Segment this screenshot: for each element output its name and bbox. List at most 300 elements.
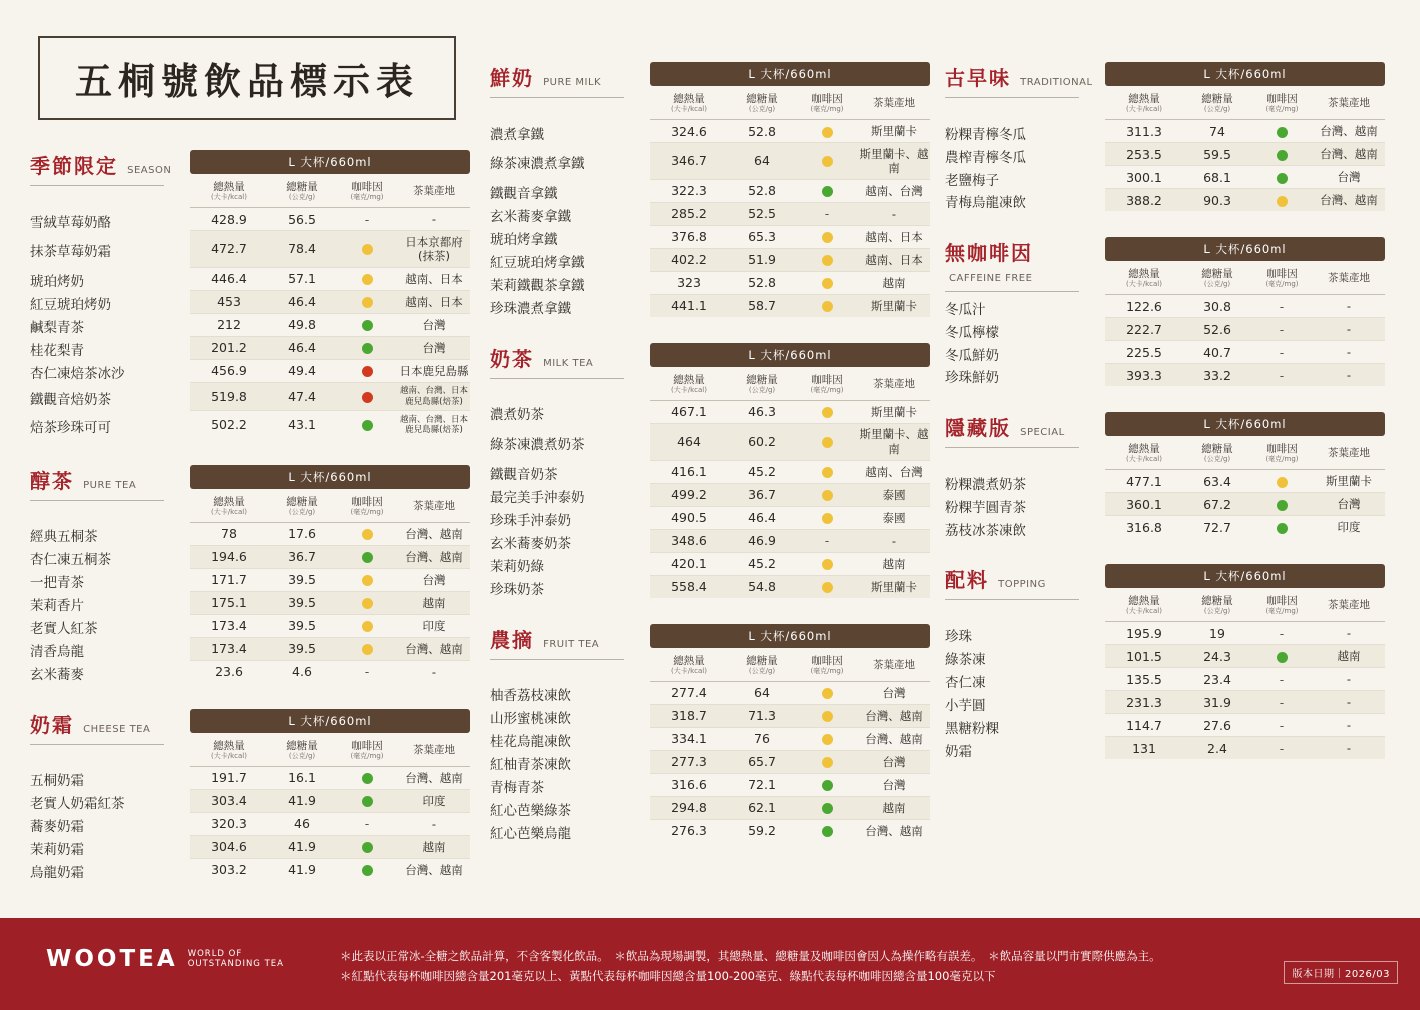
- table-row: [190, 208, 470, 231]
- cell-sugar: 30.8: [1183, 295, 1251, 318]
- caffeine-dot-yellow: [822, 467, 833, 478]
- table-row: [650, 575, 930, 598]
- cell-sugar: 41.9: [268, 835, 336, 858]
- cell-calories: 303.2: [211, 862, 247, 878]
- list-item: 茉莉奶綠: [490, 559, 544, 576]
- table-row: [190, 267, 470, 290]
- cell-caffeine: [1251, 295, 1313, 318]
- cell-calories: 285.2: [650, 202, 728, 225]
- caffeine-dot-green: [822, 780, 833, 791]
- caffeine-dot-green: [362, 552, 373, 563]
- cell-origin: 斯里蘭卡、越南: [858, 143, 930, 180]
- caffeine-dot-yellow: [822, 301, 833, 312]
- list-item: 珍珠奶茶: [490, 581, 544, 598]
- cell-origin: 台灣、越南: [858, 704, 930, 727]
- caffeine-dot-yellow: [822, 437, 833, 448]
- cell-caffeine: [1251, 470, 1313, 493]
- size-label: L 大杯/660ml: [190, 709, 470, 733]
- cell-calories: 253.5: [1105, 143, 1183, 166]
- cell-calories: 300.1: [1105, 166, 1183, 189]
- caffeine-dot-yellow: [822, 582, 833, 593]
- col-header-caffeine: 咖啡因 (毫克/mg): [1251, 436, 1313, 470]
- cell-sugar: 68.1: [1183, 166, 1251, 189]
- list-item: 粉粿芋圓青茶: [945, 499, 1026, 516]
- cell-caffeine: [336, 313, 398, 336]
- list-item: 山形蜜桃凍飲: [490, 711, 571, 728]
- cell-sugar: 46.4: [268, 336, 336, 359]
- cell-sugar: 46.4: [268, 290, 336, 313]
- col-header-origin: 茶葉產地: [858, 367, 930, 401]
- column-right: [945, 62, 1390, 785]
- cell-sugar: 52.6: [1183, 318, 1251, 341]
- table-row: [190, 789, 470, 812]
- cell-origin: 台灣: [398, 313, 470, 336]
- item-name-list: [945, 564, 1095, 759]
- cell-calories: 499.2: [650, 483, 728, 506]
- cell-caffeine: [1251, 143, 1313, 166]
- cell-sugar: 31.9: [1183, 691, 1251, 714]
- cell-sugar: 45.2: [728, 460, 796, 483]
- table-row: [1105, 143, 1385, 166]
- section-cheese-tea: [30, 709, 470, 881]
- caffeine-dot-green: [822, 803, 833, 814]
- table-row: [190, 313, 470, 336]
- section-subtitle: SEASON: [127, 165, 172, 176]
- cell-origin: 越南、日本: [858, 225, 930, 248]
- cell-origin: 泰國: [858, 483, 930, 506]
- cell-sugar: 16.1: [268, 766, 336, 789]
- caffeine-value: -: [1279, 694, 1285, 710]
- cell-origin: 台灣、越南: [398, 637, 470, 660]
- cell-caffeine: [336, 637, 398, 660]
- cell-origin: -: [1346, 368, 1352, 383]
- table-row: [650, 483, 930, 506]
- col-header-sugar: 總糖量 (公克/g): [268, 174, 336, 208]
- caffeine-dot-yellow: [822, 711, 833, 722]
- caffeine-dot-yellow: [822, 232, 833, 243]
- section-title: 季節限定: [30, 154, 118, 178]
- table-row: [1105, 714, 1385, 737]
- cell-calories: 303.4: [190, 789, 268, 812]
- table-row: [650, 460, 930, 483]
- cell-caffeine: [336, 336, 398, 359]
- cell-caffeine: [336, 359, 398, 382]
- list-item: 紅心芭樂烏龍: [490, 826, 571, 843]
- table-row: [650, 143, 930, 180]
- cell-calories: 277.3: [650, 750, 728, 773]
- table-row: [1105, 295, 1385, 318]
- cell-sugar: 51.9: [728, 248, 796, 271]
- list-item: 冬瓜鮮奶: [945, 347, 999, 364]
- list-item: 茉莉香片: [30, 598, 84, 615]
- cell-sugar: 41.9: [268, 789, 336, 812]
- cell-sugar: 60.2: [728, 423, 796, 460]
- cell-sugar: 65.7: [728, 750, 796, 773]
- cell-origin: 台灣: [398, 336, 470, 359]
- table-row: [190, 568, 470, 591]
- cell-caffeine: [1251, 166, 1313, 189]
- nutrition-table: [650, 62, 930, 317]
- list-item: 青梅青茶: [490, 780, 544, 797]
- cell-origin: -: [431, 664, 437, 679]
- col-header-calories: 總熱量 (大卡/kcal): [1105, 436, 1183, 470]
- list-item: 杏仁凍: [945, 674, 986, 691]
- caffeine-dot-yellow: [822, 734, 833, 745]
- caffeine-dot-yellow: [362, 644, 373, 655]
- section-season: [30, 150, 470, 439]
- list-item: 紅豆琥珀烤拿鐵: [490, 255, 585, 272]
- cell-origin: 台灣: [858, 773, 930, 796]
- cell-caffeine: [796, 120, 858, 143]
- nutrition-table: [190, 150, 470, 439]
- list-item: 粉粿濃煮奶茶: [945, 476, 1026, 493]
- cell-sugar: 39.5: [268, 637, 336, 660]
- table-row: [190, 545, 470, 568]
- cell-caffeine: [1251, 668, 1313, 691]
- cell-caffeine: [336, 812, 398, 835]
- cell-sugar: 52.8: [728, 271, 796, 294]
- cell-origin: 越南、日本: [398, 290, 470, 313]
- list-item: 抹茶草莓奶霜: [30, 244, 111, 261]
- table-row: [1105, 645, 1385, 668]
- table-row: [650, 681, 930, 704]
- caffeine-dot-yellow: [822, 407, 833, 418]
- poster-title-box: [38, 36, 456, 120]
- nutrition-table: [1105, 237, 1385, 386]
- list-item: 紅心芭樂綠茶: [490, 803, 571, 820]
- section-title: 配料: [945, 568, 989, 593]
- caffeine-value: -: [824, 533, 830, 549]
- cell-caffeine: [1251, 120, 1313, 143]
- cell-calories: 420.1: [650, 552, 728, 575]
- cell-sugar: 23.4: [1183, 668, 1251, 691]
- cell-calories: 316.6: [650, 773, 728, 796]
- cell-calories: 348.6: [650, 529, 728, 552]
- item-name-list: [945, 412, 1095, 538]
- caffeine-dot-yellow: [822, 156, 833, 167]
- cell-sugar: 2.4: [1207, 740, 1227, 756]
- col-header-caffeine: 咖啡因 (毫克/mg): [796, 367, 858, 401]
- cell-caffeine: [336, 231, 398, 268]
- section-title: 鮮奶: [490, 66, 534, 90]
- caffeine-dot-yellow: [362, 575, 373, 586]
- list-item: 珍珠: [945, 628, 972, 645]
- cell-caffeine: [336, 766, 398, 789]
- list-item: 琥珀烤奶: [30, 274, 84, 291]
- table-row: [650, 796, 930, 819]
- table-row: [650, 423, 930, 460]
- cell-sugar: 36.7: [728, 483, 796, 506]
- cell-sugar: 46.4: [728, 506, 796, 529]
- col-header-caffeine: 咖啡因 (毫克/mg): [1251, 588, 1313, 622]
- cell-calories: 490.5: [650, 506, 728, 529]
- list-item: 濃煮拿鐵: [490, 126, 544, 143]
- list-item: 青梅烏龍凍飲: [945, 195, 1026, 212]
- size-label: L 大杯/660ml: [650, 624, 930, 648]
- col-header-sugar: 總糖量 (公克/g): [728, 86, 796, 120]
- cell-sugar: 78.4: [268, 231, 336, 268]
- table-row: [190, 522, 470, 545]
- section-title: 醇茶: [30, 468, 74, 493]
- col-header-calories: 總熱量 (大卡/kcal): [650, 367, 728, 401]
- size-label: L 大杯/660ml: [650, 343, 930, 367]
- section-title: 奶霜: [30, 712, 74, 737]
- list-item: 粉粿青檸冬瓜: [945, 126, 1026, 143]
- list-item: 珍珠濃煮拿鐵: [490, 301, 571, 318]
- caffeine-dot-green: [362, 420, 373, 431]
- cell-sugar: 43.1: [288, 417, 316, 433]
- col-header-calories: 總熱量 (大卡/kcal): [650, 86, 728, 120]
- cell-sugar: 63.4: [1183, 470, 1251, 493]
- list-item: 茉莉鐵觀茶拿鐵: [490, 278, 585, 295]
- caffeine-dot-green: [362, 865, 373, 876]
- list-item: 老實人奶霜紅茶: [30, 796, 125, 813]
- table-row: [1105, 737, 1385, 760]
- footer-note-2: ＊紅點代表每杯咖啡因總含量201毫克以上、黃點代表每杯咖啡因總含量100-200毫克、綠點代表每杯咖啡因總含量100毫克以下: [340, 969, 996, 984]
- cell-calories: 277.4: [650, 681, 728, 704]
- cell-origin: 台灣、越南: [405, 862, 463, 877]
- cell-calories: 122.6: [1105, 295, 1183, 318]
- caffeine-dot-green: [1277, 127, 1288, 138]
- caffeine-value: -: [1279, 367, 1285, 383]
- table-row: [650, 400, 930, 423]
- cell-caffeine: [336, 545, 398, 568]
- cell-caffeine: [336, 835, 398, 858]
- item-name-list: [30, 150, 180, 439]
- cell-sugar: 64: [728, 143, 796, 180]
- cell-caffeine: [336, 614, 398, 637]
- list-item: 紅豆琥珀烤奶: [30, 297, 111, 314]
- list-item: 綠茶凍濃煮拿鐵: [490, 156, 585, 173]
- cell-origin: 越南: [858, 796, 930, 819]
- section-subtitle: CAFFEINE FREE: [949, 273, 1033, 285]
- cell-caffeine: [1251, 645, 1313, 668]
- table-row: [190, 359, 470, 382]
- cell-sugar: 33.2: [1203, 367, 1231, 383]
- list-item: 雪絨草莓奶酪: [30, 214, 111, 231]
- cell-origin: 越南: [1313, 645, 1385, 668]
- col-header-calories: 總熱量 (大卡/kcal): [1105, 588, 1183, 622]
- cell-origin: -: [1313, 622, 1385, 645]
- cell-origin: 越南: [398, 591, 470, 614]
- cell-origin: -: [858, 202, 930, 225]
- cell-calories: 324.6: [650, 120, 728, 143]
- list-item: 鐵觀音奶茶: [490, 467, 558, 484]
- table-row: [650, 750, 930, 773]
- section-title: 隱藏版: [945, 416, 1011, 441]
- caffeine-dot-green: [822, 186, 833, 197]
- cell-calories: 464: [650, 423, 728, 460]
- cell-caffeine: [1251, 714, 1313, 737]
- brand-tagline: [188, 949, 284, 972]
- list-item: 玄米蕎麥: [30, 666, 84, 683]
- cell-sugar: 52.8: [728, 179, 796, 202]
- cell-sugar: 49.8: [268, 313, 336, 336]
- cell-caffeine: [796, 483, 858, 506]
- cell-calories: 318.7: [650, 704, 728, 727]
- cell-caffeine: [336, 568, 398, 591]
- list-item: 荔枝冰茶凍飲: [945, 522, 1026, 539]
- cell-origin: 越南、台灣: [858, 179, 930, 202]
- table-row: [190, 858, 470, 881]
- nutrition-table: [650, 624, 930, 842]
- caffeine-dot-green: [822, 826, 833, 837]
- col-header-sugar: 總糖量 (公克/g): [728, 648, 796, 682]
- section-subtitle: TRADITIONAL: [1020, 77, 1093, 88]
- cell-origin: 斯里蘭卡: [858, 400, 930, 423]
- col-header-origin: 茶葉產地: [1313, 588, 1385, 622]
- table-row: [1105, 341, 1385, 364]
- list-item: 鐵觀音拿鐵: [490, 186, 558, 203]
- caffeine-dot-green: [1277, 652, 1288, 663]
- table-row: [1105, 470, 1385, 493]
- item-name-list: [490, 624, 640, 842]
- list-item: 桂花烏龍凍飲: [490, 734, 571, 751]
- cell-calories: 212: [190, 313, 268, 336]
- list-item: 杏仁凍五桐茶: [30, 552, 111, 569]
- col-header-caffeine: 咖啡因 (毫克/mg): [796, 86, 858, 120]
- list-item: 經典五桐茶: [30, 529, 98, 546]
- cell-sugar: 19: [1183, 622, 1251, 645]
- caffeine-value: -: [364, 816, 370, 832]
- caffeine-value: -: [1279, 344, 1285, 360]
- table-row: [650, 225, 930, 248]
- col-header-calories: 總熱量 (大卡/kcal): [190, 174, 268, 208]
- list-item: 焙茶珍珠可可: [30, 420, 111, 437]
- footer: [0, 918, 1420, 1010]
- caffeine-value: -: [1279, 717, 1285, 733]
- item-name-list: [945, 62, 1095, 211]
- cell-caffeine: [336, 290, 398, 313]
- cell-sugar: 39.5: [268, 591, 336, 614]
- size-label: L 大杯/660ml: [190, 465, 470, 489]
- cell-origin: 台灣: [398, 568, 470, 591]
- list-item: 濃煮奶茶: [490, 407, 544, 424]
- cell-caffeine: [796, 704, 858, 727]
- caffeine-dot-red: [362, 366, 373, 377]
- table-row: [650, 819, 930, 842]
- cell-calories: 393.3: [1126, 367, 1162, 383]
- list-item: 最完美手沖泰奶: [490, 490, 585, 507]
- col-header-origin: 茶葉產地: [1313, 86, 1385, 120]
- section-subtitle: TOPPING: [998, 579, 1046, 591]
- col-header-calories: 總熱量 (大卡/kcal): [650, 648, 728, 682]
- table-row: [190, 382, 470, 410]
- cell-caffeine: [1251, 737, 1313, 760]
- caffeine-dot-yellow: [362, 621, 373, 632]
- section-title: 農摘: [490, 627, 534, 652]
- section-subtitle: PURE TEA: [83, 479, 137, 491]
- cell-calories: 360.1: [1105, 493, 1183, 516]
- col-header-caffeine: 咖啡因 (毫克/mg): [336, 489, 398, 523]
- list-item: 綠茶凍: [945, 651, 986, 668]
- col-header-origin: 茶葉產地: [1313, 261, 1385, 295]
- cell-calories: 195.9: [1105, 622, 1183, 645]
- list-item: 冬瓜檸檬: [945, 324, 999, 341]
- cell-origin: 印度: [398, 789, 470, 812]
- list-item: 小芋圓: [945, 697, 986, 714]
- caffeine-value: -: [364, 664, 370, 680]
- table-row: [650, 552, 930, 575]
- cell-sugar: 39.5: [268, 614, 336, 637]
- cell-caffeine: [1251, 318, 1313, 341]
- cell-sugar: 62.1: [728, 796, 796, 819]
- cell-calories: 101.5: [1105, 645, 1183, 668]
- caffeine-dot-yellow: [362, 244, 373, 255]
- cell-caffeine: [796, 506, 858, 529]
- column-left: [30, 150, 470, 907]
- cell-calories: 334.1: [650, 727, 728, 750]
- col-header-calories: 總熱量 (大卡/kcal): [1105, 86, 1183, 120]
- cell-calories: 276.3: [671, 823, 707, 839]
- list-item: 五桐奶霜: [30, 773, 84, 790]
- item-name-list: [490, 62, 640, 317]
- col-header-calories: 總熱量 (大卡/kcal): [1105, 261, 1183, 295]
- col-header-origin: 茶葉產地: [858, 86, 930, 120]
- cell-caffeine: [1251, 341, 1313, 364]
- caffeine-dot-green: [1277, 500, 1288, 511]
- cell-origin: 台灣、越南: [1313, 143, 1385, 166]
- cell-origin: 越南、日本: [398, 267, 470, 290]
- table-row: [1105, 364, 1385, 387]
- cell-origin: 台灣、越南: [398, 545, 470, 568]
- caffeine-dot-yellow: [1277, 196, 1288, 207]
- col-header-calories: 總熱量 (大卡/kcal): [190, 733, 268, 767]
- cell-calories: 304.6: [190, 835, 268, 858]
- section-subtitle: PURE MILK: [543, 77, 602, 88]
- section-subtitle: CHEESE TEA: [83, 723, 151, 735]
- col-header-sugar: 總糖量 (公克/g): [728, 367, 796, 401]
- cell-caffeine: [1251, 691, 1313, 714]
- caffeine-dot-green: [1277, 523, 1288, 534]
- caffeine-value: -: [1279, 298, 1285, 314]
- table-row: [650, 704, 930, 727]
- caffeine-value: -: [824, 206, 830, 222]
- cell-origin: 日本鹿兒島縣: [398, 359, 470, 382]
- cell-calories: 446.4: [190, 267, 268, 290]
- cell-calories: 231.3: [1105, 691, 1183, 714]
- cell-calories: 376.8: [650, 225, 728, 248]
- size-label: L 大杯/660ml: [1105, 564, 1385, 588]
- list-item: 鐵觀音焙奶茶: [30, 392, 111, 409]
- footer-notes: [340, 946, 1161, 986]
- table-row: [190, 591, 470, 614]
- cell-calories: 201.2: [190, 336, 268, 359]
- caffeine-value: -: [1279, 321, 1285, 337]
- cell-sugar: 4.6: [292, 664, 312, 680]
- col-header-origin: 茶葉產地: [398, 733, 470, 767]
- cell-caffeine: [336, 789, 398, 812]
- cell-sugar: 49.4: [268, 359, 336, 382]
- caffeine-dot-yellow: [822, 757, 833, 768]
- cell-origin: -: [398, 208, 470, 231]
- cell-calories: 402.2: [650, 248, 728, 271]
- cell-calories: 477.1: [1105, 470, 1183, 493]
- cell-caffeine: [336, 411, 398, 439]
- section-subtitle: FRUIT TEA: [543, 638, 600, 650]
- table-row: [650, 506, 930, 529]
- cell-sugar: 76: [728, 727, 796, 750]
- table-row: [650, 773, 930, 796]
- page-title: 五桐號飲品標示表: [75, 60, 419, 103]
- brand-logo: [46, 946, 284, 972]
- cell-origin: 台灣: [1313, 166, 1385, 189]
- caffeine-dot-green: [362, 842, 373, 853]
- cell-caffeine: [796, 294, 858, 317]
- section-pure-tea: [30, 465, 470, 683]
- cell-calories: 441.1: [671, 298, 707, 314]
- cell-sugar: 45.2: [728, 552, 796, 575]
